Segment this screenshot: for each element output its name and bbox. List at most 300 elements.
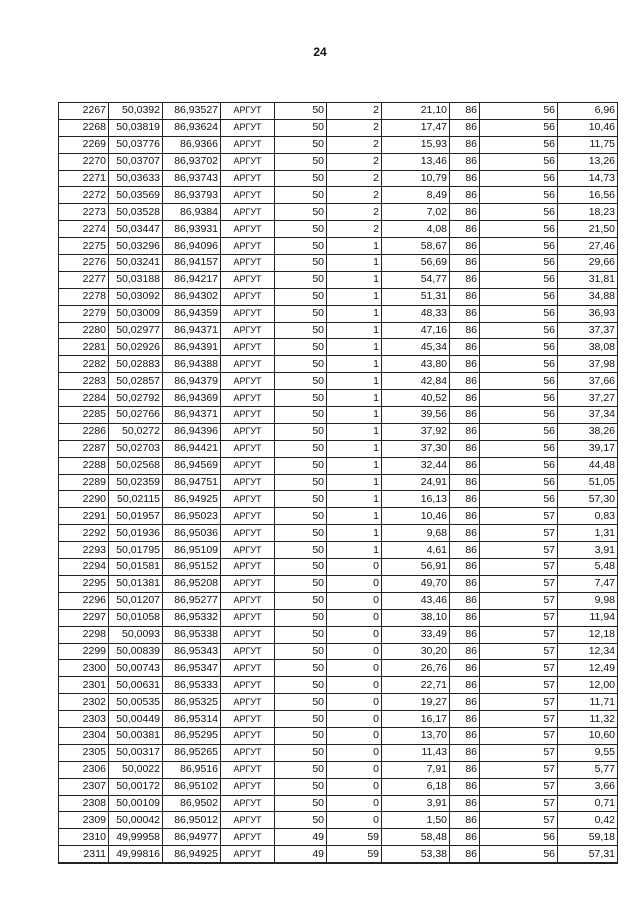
- lat-degrees-cell: 50: [275, 153, 327, 170]
- lat-degrees-cell: 50: [275, 255, 327, 272]
- lat-minutes-cell: 1: [327, 440, 382, 457]
- lon-seconds-cell: 37,98: [558, 356, 618, 373]
- latitude-cell: 50,00172: [109, 778, 163, 795]
- coordinates-table: [58, 102, 618, 864]
- latitude-cell: 50,02792: [109, 390, 163, 407]
- point-number-cell: 2277: [59, 271, 109, 288]
- lat-minutes-cell: 59: [327, 829, 382, 846]
- table-row: [59, 288, 618, 305]
- name-cell: АРГУТ: [221, 795, 275, 812]
- table-row: [59, 153, 618, 170]
- lat-minutes-cell: 2: [327, 119, 382, 136]
- name-cell: АРГУТ: [221, 322, 275, 339]
- name-cell: АРГУТ: [221, 542, 275, 559]
- table-row: [59, 643, 618, 660]
- point-number-cell: 2271: [59, 170, 109, 187]
- lon-minutes-cell: 57: [480, 812, 558, 829]
- name-cell: АРГУТ: [221, 711, 275, 728]
- latitude-cell: 50,02977: [109, 322, 163, 339]
- page-number: 24: [313, 45, 327, 59]
- name-cell: АРГУТ: [221, 525, 275, 542]
- longitude-cell: 86,95208: [163, 575, 221, 592]
- lon-degrees-cell: 86: [450, 778, 480, 795]
- longitude-cell: 86,9366: [163, 136, 221, 153]
- lon-minutes-cell: 57: [480, 761, 558, 778]
- lon-degrees-cell: 86: [450, 474, 480, 491]
- lat-seconds-cell: 4,61: [382, 542, 450, 559]
- lat-seconds-cell: 40,52: [382, 390, 450, 407]
- lat-minutes-cell: 1: [327, 423, 382, 440]
- latitude-cell: 50,02883: [109, 356, 163, 373]
- longitude-cell: 86,94096: [163, 238, 221, 255]
- lon-degrees-cell: 86: [450, 744, 480, 761]
- lat-minutes-cell: 0: [327, 559, 382, 576]
- latitude-cell: 50,00839: [109, 643, 163, 660]
- lon-degrees-cell: 86: [450, 559, 480, 576]
- table-row: [59, 119, 618, 136]
- lat-minutes-cell: 1: [327, 238, 382, 255]
- lon-seconds-cell: 44,48: [558, 457, 618, 474]
- lat-minutes-cell: 0: [327, 795, 382, 812]
- point-number-cell: 2303: [59, 711, 109, 728]
- lon-seconds-cell: 29,66: [558, 255, 618, 272]
- lon-minutes-cell: 56: [480, 238, 558, 255]
- lon-minutes-cell: 57: [480, 525, 558, 542]
- table-row: [59, 136, 618, 153]
- lon-seconds-cell: 21,50: [558, 221, 618, 238]
- longitude-cell: 86,95036: [163, 525, 221, 542]
- latitude-cell: 50,03241: [109, 255, 163, 272]
- table-row: [59, 103, 618, 120]
- lon-minutes-cell: 57: [480, 643, 558, 660]
- table-row: [59, 238, 618, 255]
- point-number-cell: 2272: [59, 187, 109, 204]
- lat-minutes-cell: 1: [327, 457, 382, 474]
- point-number-cell: 2280: [59, 322, 109, 339]
- latitude-cell: 50,03819: [109, 119, 163, 136]
- lat-degrees-cell: 50: [275, 356, 327, 373]
- lat-seconds-cell: 7,02: [382, 204, 450, 221]
- lat-seconds-cell: 19,27: [382, 694, 450, 711]
- name-cell: АРГУТ: [221, 373, 275, 390]
- lon-minutes-cell: 56: [480, 440, 558, 457]
- lon-seconds-cell: 3,66: [558, 778, 618, 795]
- lat-degrees-cell: 50: [275, 508, 327, 525]
- longitude-cell: 86,95333: [163, 677, 221, 694]
- lat-degrees-cell: 50: [275, 187, 327, 204]
- point-number-cell: 2307: [59, 778, 109, 795]
- lat-degrees-cell: 50: [275, 170, 327, 187]
- longitude-cell: 86,94977: [163, 829, 221, 846]
- point-number-cell: 2284: [59, 390, 109, 407]
- name-cell: АРГУТ: [221, 727, 275, 744]
- table-row: [59, 423, 618, 440]
- table-row: [59, 744, 618, 761]
- lon-seconds-cell: 9,55: [558, 744, 618, 761]
- latitude-cell: 50,02115: [109, 491, 163, 508]
- lon-seconds-cell: 11,94: [558, 609, 618, 626]
- lon-seconds-cell: 12,18: [558, 626, 618, 643]
- point-number-cell: 2295: [59, 575, 109, 592]
- lon-minutes-cell: 57: [480, 660, 558, 677]
- lon-seconds-cell: 12,49: [558, 660, 618, 677]
- point-number-cell: 2281: [59, 339, 109, 356]
- lon-minutes-cell: 56: [480, 170, 558, 187]
- name-cell: АРГУТ: [221, 744, 275, 761]
- longitude-cell: 86,94388: [163, 356, 221, 373]
- lat-minutes-cell: 1: [327, 542, 382, 559]
- lat-seconds-cell: 24,91: [382, 474, 450, 491]
- lat-minutes-cell: 2: [327, 170, 382, 187]
- lat-minutes-cell: 2: [327, 103, 382, 120]
- point-number-cell: 2278: [59, 288, 109, 305]
- lon-seconds-cell: 31,81: [558, 271, 618, 288]
- latitude-cell: 50,02568: [109, 457, 163, 474]
- lat-minutes-cell: 0: [327, 575, 382, 592]
- lat-minutes-cell: 0: [327, 609, 382, 626]
- lon-degrees-cell: 86: [450, 136, 480, 153]
- lat-minutes-cell: 1: [327, 373, 382, 390]
- longitude-cell: 86,94217: [163, 271, 221, 288]
- table-row: [59, 373, 618, 390]
- lat-seconds-cell: 39,56: [382, 407, 450, 424]
- lat-degrees-cell: 50: [275, 271, 327, 288]
- lat-minutes-cell: 2: [327, 136, 382, 153]
- table-row: [59, 491, 618, 508]
- lat-seconds-cell: 3,91: [382, 795, 450, 812]
- point-number-cell: 2286: [59, 423, 109, 440]
- lat-minutes-cell: 0: [327, 626, 382, 643]
- point-number-cell: 2299: [59, 643, 109, 660]
- lon-minutes-cell: 56: [480, 187, 558, 204]
- table-row: [59, 390, 618, 407]
- point-number-cell: 2283: [59, 373, 109, 390]
- lon-degrees-cell: 86: [450, 305, 480, 322]
- latitude-cell: 50,00743: [109, 660, 163, 677]
- lat-seconds-cell: 37,92: [382, 423, 450, 440]
- lat-degrees-cell: 50: [275, 322, 327, 339]
- name-cell: АРГУТ: [221, 575, 275, 592]
- latitude-cell: 50,02766: [109, 407, 163, 424]
- latitude-cell: 50,01957: [109, 508, 163, 525]
- name-cell: АРГУТ: [221, 626, 275, 643]
- latitude-cell: 50,0272: [109, 423, 163, 440]
- lat-seconds-cell: 11,43: [382, 744, 450, 761]
- point-number-cell: 2304: [59, 727, 109, 744]
- lon-degrees-cell: 86: [450, 255, 480, 272]
- table-row: [59, 711, 618, 728]
- lat-seconds-cell: 16,17: [382, 711, 450, 728]
- longitude-cell: 86,94396: [163, 423, 221, 440]
- lon-degrees-cell: 86: [450, 170, 480, 187]
- table-row: [59, 559, 618, 576]
- point-number-cell: 2270: [59, 153, 109, 170]
- point-number-cell: 2279: [59, 305, 109, 322]
- lon-degrees-cell: 86: [450, 440, 480, 457]
- lon-seconds-cell: 18,23: [558, 204, 618, 221]
- table-row: [59, 660, 618, 677]
- name-cell: АРГУТ: [221, 119, 275, 136]
- lon-degrees-cell: 86: [450, 373, 480, 390]
- point-number-cell: 2309: [59, 812, 109, 829]
- lon-degrees-cell: 86: [450, 491, 480, 508]
- lon-seconds-cell: 16,56: [558, 187, 618, 204]
- lon-minutes-cell: 56: [480, 255, 558, 272]
- lon-minutes-cell: 56: [480, 423, 558, 440]
- lon-minutes-cell: 57: [480, 677, 558, 694]
- name-cell: АРГУТ: [221, 491, 275, 508]
- longitude-cell: 86,9516: [163, 761, 221, 778]
- lon-degrees-cell: 86: [450, 103, 480, 120]
- latitude-cell: 50,00042: [109, 812, 163, 829]
- lat-degrees-cell: 50: [275, 474, 327, 491]
- lat-seconds-cell: 38,10: [382, 609, 450, 626]
- table-row: [59, 542, 618, 559]
- lon-minutes-cell: 56: [480, 322, 558, 339]
- latitude-cell: 50,00631: [109, 677, 163, 694]
- name-cell: АРГУТ: [221, 288, 275, 305]
- lat-seconds-cell: 13,70: [382, 727, 450, 744]
- longitude-cell: 86,94391: [163, 339, 221, 356]
- latitude-cell: 50,0392: [109, 103, 163, 120]
- longitude-cell: 86,95343: [163, 643, 221, 660]
- lat-minutes-cell: 1: [327, 271, 382, 288]
- lat-minutes-cell: 2: [327, 204, 382, 221]
- lat-minutes-cell: 1: [327, 474, 382, 491]
- lat-seconds-cell: 15,93: [382, 136, 450, 153]
- point-number-cell: 2294: [59, 559, 109, 576]
- lon-degrees-cell: 86: [450, 829, 480, 846]
- table-row: [59, 694, 618, 711]
- lat-degrees-cell: 50: [275, 390, 327, 407]
- lon-minutes-cell: 56: [480, 305, 558, 322]
- point-number-cell: 2288: [59, 457, 109, 474]
- lon-minutes-cell: 56: [480, 153, 558, 170]
- lat-seconds-cell: 49,70: [382, 575, 450, 592]
- name-cell: АРГУТ: [221, 694, 275, 711]
- table-row: [59, 255, 618, 272]
- lat-seconds-cell: 47,16: [382, 322, 450, 339]
- latitude-cell: 50,00535: [109, 694, 163, 711]
- name-cell: АРГУТ: [221, 407, 275, 424]
- longitude-cell: 86,94569: [163, 457, 221, 474]
- name-cell: АРГУТ: [221, 660, 275, 677]
- lon-seconds-cell: 9,98: [558, 592, 618, 609]
- longitude-cell: 86,93624: [163, 119, 221, 136]
- name-cell: АРГУТ: [221, 609, 275, 626]
- lon-degrees-cell: 86: [450, 204, 480, 221]
- lon-degrees-cell: 86: [450, 525, 480, 542]
- lon-seconds-cell: 34,88: [558, 288, 618, 305]
- lon-degrees-cell: 86: [450, 356, 480, 373]
- point-number-cell: 2290: [59, 491, 109, 508]
- lat-degrees-cell: 50: [275, 305, 327, 322]
- longitude-cell: 86,95023: [163, 508, 221, 525]
- table-row: [59, 609, 618, 626]
- name-cell: АРГУТ: [221, 187, 275, 204]
- lat-seconds-cell: 58,67: [382, 238, 450, 255]
- lon-minutes-cell: 57: [480, 592, 558, 609]
- lon-degrees-cell: 86: [450, 288, 480, 305]
- lat-degrees-cell: 50: [275, 423, 327, 440]
- table-body: [59, 103, 618, 864]
- point-number-cell: 2301: [59, 677, 109, 694]
- lon-seconds-cell: 59,18: [558, 829, 618, 846]
- lat-minutes-cell: 1: [327, 322, 382, 339]
- lat-minutes-cell: 0: [327, 711, 382, 728]
- latitude-cell: 50,01058: [109, 609, 163, 626]
- lon-seconds-cell: 37,37: [558, 322, 618, 339]
- name-cell: АРГУТ: [221, 829, 275, 846]
- longitude-cell: 86,94925: [163, 846, 221, 863]
- lon-minutes-cell: 56: [480, 288, 558, 305]
- lat-seconds-cell: 16,13: [382, 491, 450, 508]
- latitude-cell: 50,03633: [109, 170, 163, 187]
- lat-seconds-cell: 7,91: [382, 761, 450, 778]
- lon-minutes-cell: 57: [480, 575, 558, 592]
- lat-degrees-cell: 50: [275, 592, 327, 609]
- longitude-cell: 86,94925: [163, 491, 221, 508]
- latitude-cell: 50,00109: [109, 795, 163, 812]
- table-row: [59, 322, 618, 339]
- lat-degrees-cell: 50: [275, 812, 327, 829]
- lat-minutes-cell: 0: [327, 694, 382, 711]
- latitude-cell: 50,03447: [109, 221, 163, 238]
- lon-degrees-cell: 86: [450, 694, 480, 711]
- table-row: [59, 812, 618, 829]
- lon-seconds-cell: 0,71: [558, 795, 618, 812]
- latitude-cell: 50,03776: [109, 136, 163, 153]
- lat-degrees-cell: 50: [275, 103, 327, 120]
- lat-degrees-cell: 50: [275, 711, 327, 728]
- lat-degrees-cell: 50: [275, 643, 327, 660]
- longitude-cell: 86,95325: [163, 694, 221, 711]
- latitude-cell: 50,02926: [109, 339, 163, 356]
- longitude-cell: 86,95265: [163, 744, 221, 761]
- lat-seconds-cell: 58,48: [382, 829, 450, 846]
- lat-degrees-cell: 50: [275, 119, 327, 136]
- lat-minutes-cell: 1: [327, 305, 382, 322]
- lon-minutes-cell: 56: [480, 390, 558, 407]
- lon-degrees-cell: 86: [450, 187, 480, 204]
- lon-minutes-cell: 56: [480, 119, 558, 136]
- lat-seconds-cell: 53,38: [382, 846, 450, 863]
- lon-seconds-cell: 10,46: [558, 119, 618, 136]
- lat-minutes-cell: 1: [327, 356, 382, 373]
- lat-minutes-cell: 2: [327, 221, 382, 238]
- lat-minutes-cell: 2: [327, 153, 382, 170]
- name-cell: АРГУТ: [221, 136, 275, 153]
- latitude-cell: 50,00381: [109, 727, 163, 744]
- lat-seconds-cell: 32,44: [382, 457, 450, 474]
- lon-minutes-cell: 57: [480, 727, 558, 744]
- lon-minutes-cell: 56: [480, 339, 558, 356]
- name-cell: АРГУТ: [221, 643, 275, 660]
- lat-degrees-cell: 50: [275, 525, 327, 542]
- lat-minutes-cell: 0: [327, 761, 382, 778]
- lon-degrees-cell: 86: [450, 153, 480, 170]
- name-cell: АРГУТ: [221, 474, 275, 491]
- lat-minutes-cell: 1: [327, 288, 382, 305]
- lon-seconds-cell: 11,75: [558, 136, 618, 153]
- name-cell: АРГУТ: [221, 812, 275, 829]
- table-row: [59, 356, 618, 373]
- longitude-cell: 86,94421: [163, 440, 221, 457]
- lon-degrees-cell: 86: [450, 575, 480, 592]
- lat-minutes-cell: 0: [327, 727, 382, 744]
- point-number-cell: 2300: [59, 660, 109, 677]
- lat-seconds-cell: 9,68: [382, 525, 450, 542]
- latitude-cell: 50,03528: [109, 204, 163, 221]
- lat-seconds-cell: 17,47: [382, 119, 450, 136]
- lon-degrees-cell: 86: [450, 660, 480, 677]
- lon-degrees-cell: 86: [450, 457, 480, 474]
- lon-degrees-cell: 86: [450, 677, 480, 694]
- lat-seconds-cell: 22,71: [382, 677, 450, 694]
- lat-minutes-cell: 1: [327, 491, 382, 508]
- lat-minutes-cell: 1: [327, 339, 382, 356]
- lon-minutes-cell: 56: [480, 271, 558, 288]
- table-row: [59, 339, 618, 356]
- table-row: [59, 170, 618, 187]
- longitude-cell: 86,94157: [163, 255, 221, 272]
- lat-seconds-cell: 45,34: [382, 339, 450, 356]
- lat-seconds-cell: 8,49: [382, 187, 450, 204]
- lat-seconds-cell: 42,84: [382, 373, 450, 390]
- lon-degrees-cell: 86: [450, 643, 480, 660]
- lat-degrees-cell: 50: [275, 744, 327, 761]
- lon-seconds-cell: 12,00: [558, 677, 618, 694]
- name-cell: АРГУТ: [221, 153, 275, 170]
- lon-seconds-cell: 7,47: [558, 575, 618, 592]
- lat-minutes-cell: 0: [327, 812, 382, 829]
- point-number-cell: 2298: [59, 626, 109, 643]
- lon-seconds-cell: 14,73: [558, 170, 618, 187]
- lat-minutes-cell: 0: [327, 660, 382, 677]
- lon-minutes-cell: 56: [480, 474, 558, 491]
- lon-minutes-cell: 56: [480, 407, 558, 424]
- lat-seconds-cell: 1,50: [382, 812, 450, 829]
- latitude-cell: 50,03569: [109, 187, 163, 204]
- lon-minutes-cell: 56: [480, 829, 558, 846]
- lat-degrees-cell: 49: [275, 846, 327, 863]
- lat-minutes-cell: 1: [327, 407, 382, 424]
- lon-minutes-cell: 57: [480, 711, 558, 728]
- lon-seconds-cell: 36,93: [558, 305, 618, 322]
- lat-minutes-cell: 0: [327, 643, 382, 660]
- lon-seconds-cell: 38,08: [558, 339, 618, 356]
- name-cell: АРГУТ: [221, 440, 275, 457]
- latitude-cell: 50,03707: [109, 153, 163, 170]
- point-number-cell: 2302: [59, 694, 109, 711]
- lon-seconds-cell: 5,48: [558, 559, 618, 576]
- point-number-cell: 2287: [59, 440, 109, 457]
- latitude-cell: 50,01381: [109, 575, 163, 592]
- lon-seconds-cell: 57,30: [558, 491, 618, 508]
- lat-degrees-cell: 49: [275, 829, 327, 846]
- lat-seconds-cell: 13,46: [382, 153, 450, 170]
- name-cell: АРГУТ: [221, 170, 275, 187]
- lat-degrees-cell: 50: [275, 339, 327, 356]
- point-number-cell: 2297: [59, 609, 109, 626]
- name-cell: АРГУТ: [221, 457, 275, 474]
- latitude-cell: 50,03092: [109, 288, 163, 305]
- lat-degrees-cell: 50: [275, 204, 327, 221]
- lon-degrees-cell: 86: [450, 846, 480, 863]
- lat-seconds-cell: 33,49: [382, 626, 450, 643]
- point-number-cell: 2282: [59, 356, 109, 373]
- lon-degrees-cell: 86: [450, 423, 480, 440]
